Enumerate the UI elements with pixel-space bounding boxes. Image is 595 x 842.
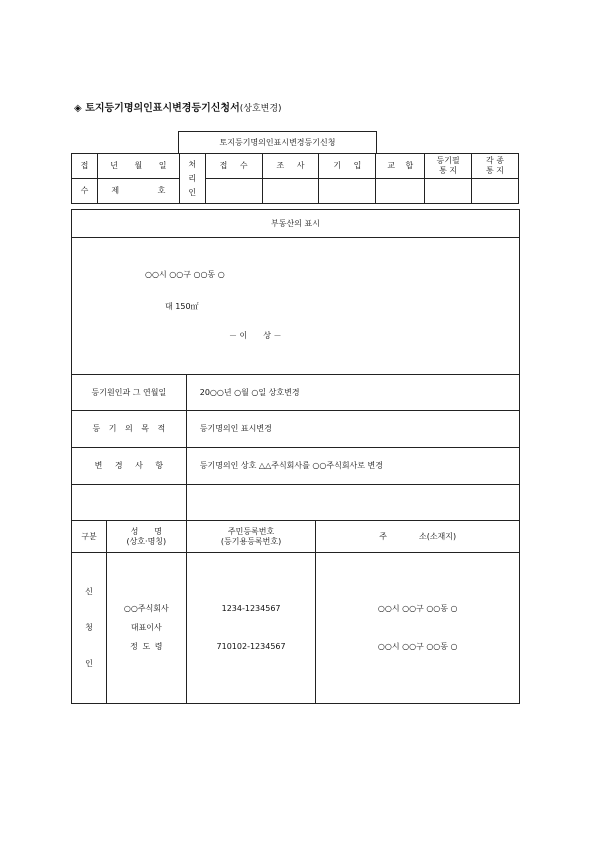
applicant-col-id: 주민등록번호 (등기용등록번호) [186, 521, 316, 553]
registration-table [71, 374, 520, 521]
reg-cause-label: 등기원인과 그 연월일 [72, 375, 187, 411]
applicant-person-addr: ○○시 ○○구 ○○동 ○ [377, 642, 458, 651]
property-address: ○○시 ○○구 ○○동 ○ [145, 270, 225, 279]
diamond-bullet-icon: ◈ [74, 103, 82, 114]
reg-change-value: 등기명의인 상호 △△주식회사를 ○○주식회사로 변경 [186, 448, 519, 485]
applicant-addr-cell [316, 553, 520, 704]
reg-empty-label [72, 485, 187, 521]
applicant-company-id: 1234-1234567 [221, 604, 281, 613]
applicant-title: 대표이사 [130, 623, 162, 632]
applicant-side-label [72, 553, 107, 704]
applicant-company: ○○주식회사 [123, 604, 169, 613]
reg-purpose-label: 등 기 의 목 적 [72, 411, 187, 448]
property-header [72, 210, 519, 238]
receipt-cheori-in [179, 154, 205, 204]
applicant-id-cell [186, 553, 316, 704]
cheori-char: 처 [188, 159, 197, 169]
applicant-person: 정 도 령 [130, 642, 163, 651]
receipt-col-notice-etc: 각 종 통 지 [472, 154, 519, 179]
receipt-no-label: 제 호 [97, 179, 179, 204]
receipt-col-notice-done: 등기필 통 지 [425, 154, 472, 179]
applicant-side-char: 신 [85, 587, 93, 596]
receipt-date-label: 년 월 일 [97, 154, 179, 179]
receipt-header-text: 토지등기명의인표시변경등기신청 [219, 138, 336, 147]
applicant-col-name: 성 명 (상호·명칭) [106, 521, 186, 553]
applicant-company-addr: ○○시 ○○구 ○○동 ○ [377, 604, 458, 613]
receipt-col-gyohap: 교 합 [376, 154, 425, 179]
form-title-main: 토지등기명의인표시변경등기신청서 [85, 103, 240, 114]
applicant-name-cell [106, 553, 186, 704]
reg-empty-value [186, 485, 519, 521]
receipt-table [71, 153, 519, 204]
receipt-cell-notice-etc [472, 179, 519, 204]
reg-purpose-value: 등기명의인 표시변경 [186, 411, 519, 448]
receipt-header [178, 131, 377, 153]
receipt-jeop-label: 접 [72, 154, 98, 179]
receipt-cell-josa [262, 179, 319, 204]
cheori-char: 인 [188, 187, 197, 197]
property-header-text: 부동산의 표시 [271, 219, 320, 228]
applicant-addr-spacer [316, 623, 519, 633]
receipt-su-label: 수 [72, 179, 98, 204]
property-area: 대 150㎡ [165, 302, 199, 311]
form-title-sub: (상호변경) [239, 104, 282, 114]
applicant-table [71, 520, 520, 704]
reg-cause-value: 20○○년 ○월 ○일 상호변경 [186, 375, 519, 411]
applicant-col-gubun: 구분 [72, 521, 107, 553]
applicant-id-spacer [187, 623, 316, 633]
cheori-char: 리 [188, 173, 197, 183]
property-end-mark: － 이 상 － [229, 331, 282, 340]
form-title [74, 99, 282, 114]
applicant-side-char: 인 [85, 659, 93, 668]
receipt-cell-giip [319, 179, 376, 204]
applicant-person-id: 710102-1234567 [216, 642, 286, 651]
reg-change-label: 변 경 사 항 [72, 448, 187, 485]
receipt-cell-gyohap [376, 179, 425, 204]
receipt-col-jeopsu: 접 수 [205, 154, 262, 179]
receipt-cell-jeopsu [205, 179, 262, 204]
receipt-cell-notice-done [425, 179, 472, 204]
applicant-col-addr: 주 소(소재지) [316, 521, 520, 553]
receipt-col-josa: 조 사 [262, 154, 319, 179]
receipt-col-giip: 기 입 [319, 154, 376, 179]
applicant-side-char: 청 [85, 623, 93, 632]
property-section [71, 209, 520, 375]
